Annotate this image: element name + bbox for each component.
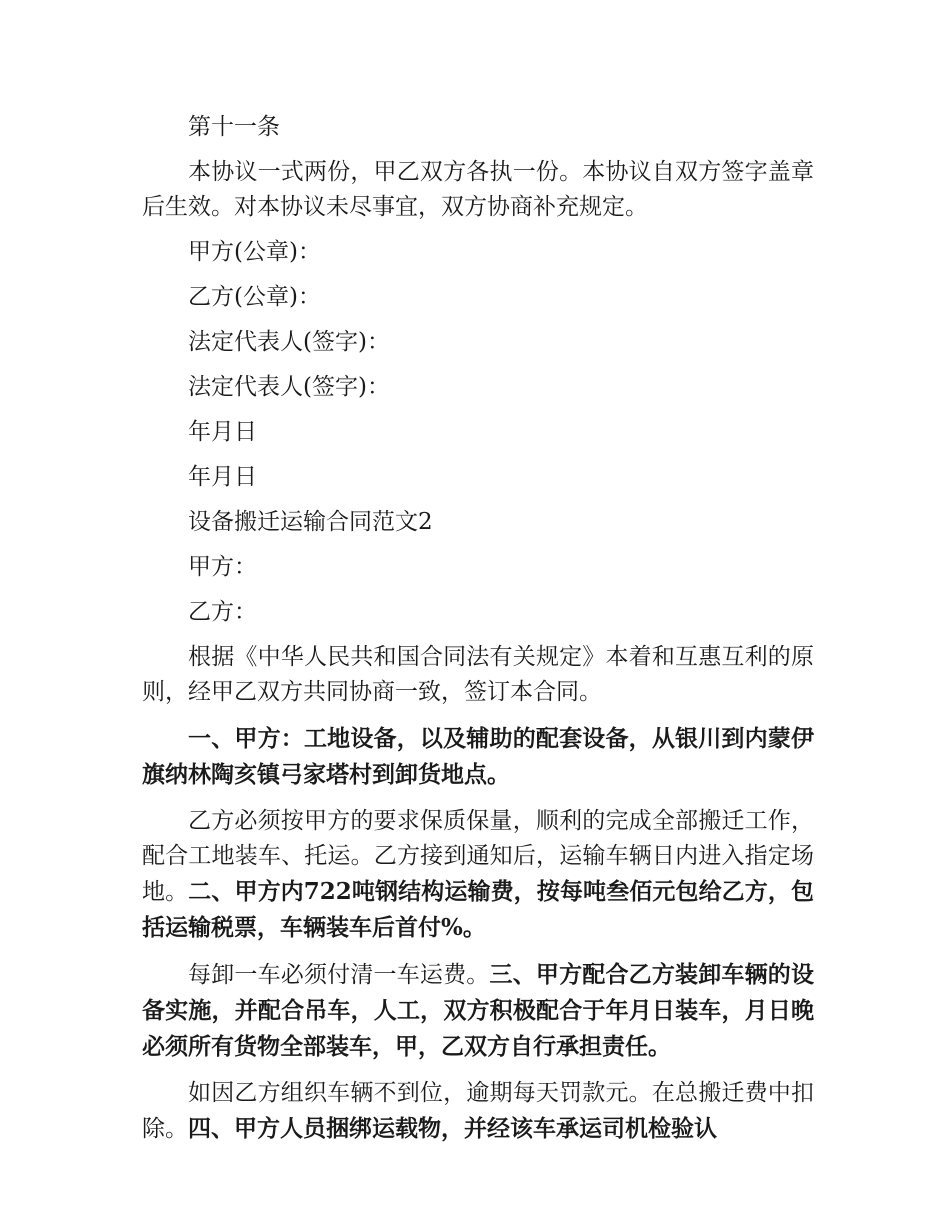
date-line-a	[142, 415, 814, 450]
article-heading-text: 第十一条	[188, 114, 280, 140]
party-b-seal-line	[142, 280, 814, 315]
legal-rep-signature-text-a: 法定代表人(签字)：	[188, 329, 390, 355]
document-page	[142, 110, 814, 1158]
date-text-a: 年月日	[188, 419, 257, 445]
clause-two-intro-text: 乙方必须按甲方的要求保质保量，顺利的完成全部搬迁工作，配合工地装车、托运。乙方接到通知后，运输车辆日内进入指定场地。	[142, 808, 814, 905]
preamble-paragraph	[142, 640, 814, 710]
section-title-text: 设备搬迁运输合同范文2	[188, 509, 433, 535]
clause-one-paragraph	[142, 721, 814, 793]
party-a-seal-text: 甲方(公章)：	[188, 239, 321, 265]
clause-three-paragraph	[142, 957, 814, 1065]
party-b-seal-text: 乙方(公章)：	[188, 284, 321, 310]
date-text-b: 年月日	[188, 464, 257, 490]
agreement-clause-text: 本协议一式两份，甲乙双方各执一份。本协议自双方签字盖章后生效。对本协议未尽事宜，双方协商补充规定。	[142, 159, 814, 220]
legal-rep-signature-line-a	[142, 325, 814, 360]
party-b-line	[142, 595, 814, 630]
clause-one-text: 一、甲方：工地设备，以及辅助的配套设备，从银川到内蒙伊旗纳林陶亥镇弓家塔村到卸货地点。	[142, 725, 814, 788]
party-a-seal-line	[142, 235, 814, 270]
preamble-text: 根据《中华人民共和国合同法有关规定》本着和互惠互利的原则，经甲乙双方共同协商一致，签订本合同。	[142, 644, 814, 705]
clause-four-bold-text: 四、甲方人员捆绑运载物，并经该车承运司机检验认	[188, 1115, 717, 1142]
party-a-text: 甲方：	[188, 554, 257, 580]
party-a-line	[142, 550, 814, 585]
clause-three-intro-text: 每卸一车必须付清一车运费。	[188, 962, 490, 988]
clause-two-bold-text: 二、甲方内722吨钢结构运输费，按每吨叁佰元包给乙方，包括运输税票，车辆装车后首付%。	[142, 878, 815, 941]
legal-rep-signature-text-b: 法定代表人(签字)：	[188, 374, 390, 400]
clause-four-paragraph	[142, 1076, 814, 1147]
clause-four-intro-text: 如因乙方组织车辆不到位，逾期每天罚款元。在总搬迁费中扣除。	[142, 1080, 814, 1142]
clause-two-paragraph	[142, 804, 814, 946]
party-b-text: 乙方：	[188, 599, 257, 625]
article-heading	[142, 110, 814, 145]
legal-rep-signature-line-b	[142, 370, 814, 405]
section-title	[142, 505, 814, 540]
agreement-clause	[142, 155, 814, 225]
date-line-b	[142, 460, 814, 495]
clause-three-bold-text: 三、甲方配合乙方装卸车辆的设备实施，并配合吊车，人工，双方积极配合于年月日装车，月日晚必须所有货物全部装车，甲，乙双方自行承担责任。	[142, 961, 814, 1060]
